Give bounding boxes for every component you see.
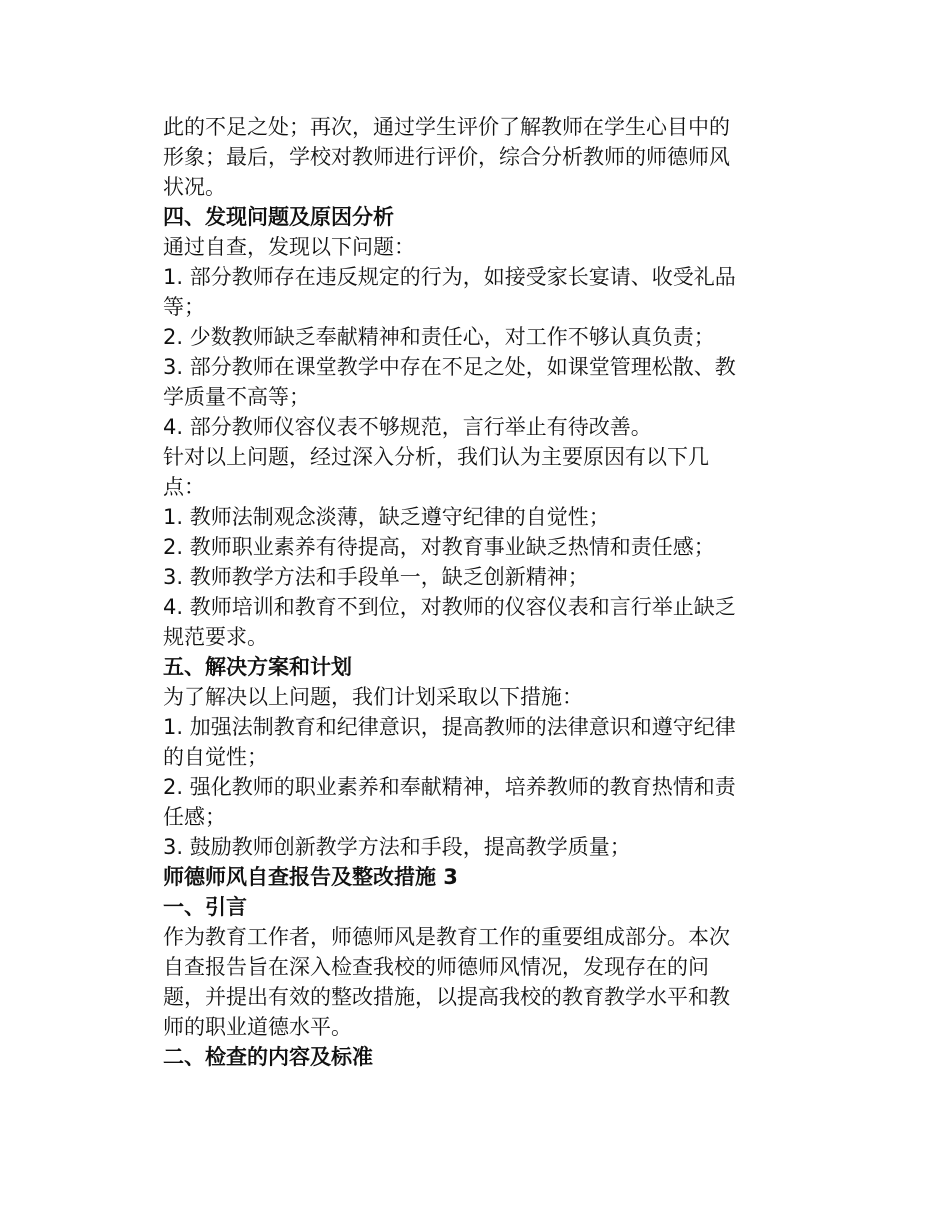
- list-item: 4. 部分教师仪容仪表不够规范，言行举止有待改善。: [163, 415, 652, 439]
- list-item: 3. 鼓励教师创新教学方法和手段，提高教学质量；: [163, 835, 631, 859]
- report-title-3: 师德师风自查报告及整改措施 3: [163, 865, 458, 889]
- body-line: 题，并提出有效的整改措施，以提高我校的教育教学水平和教: [163, 985, 730, 1009]
- list-item-continuation: 任感；: [163, 805, 226, 829]
- list-item-continuation: 等；: [163, 295, 205, 319]
- list-item: 2. 少数教师缺乏奉献精神和责任心，对工作不够认真负责；: [163, 325, 715, 349]
- list-item: 3. 部分教师在课堂教学中存在不足之处，如课堂管理松散、教: [163, 355, 736, 379]
- body-line: 形象；最后，学校对教师进行评价，综合分析教师的师德师风: [163, 145, 730, 169]
- section-heading-solutions: 五、解决方案和计划: [163, 655, 352, 679]
- list-item: 3. 教师教学方法和手段单一，缺乏创新精神；: [163, 565, 589, 589]
- body-line: 自查报告旨在深入检查我校的师德师风情况，发现存在的问: [163, 955, 709, 979]
- body-line: 师的职业道德水平。: [163, 1015, 352, 1039]
- list-item: 2. 强化教师的职业素养和奉献精神，培养教师的教育热情和责: [163, 775, 736, 799]
- body-line: 此的不足之处；再次，通过学生评价了解教师在学生心目中的: [163, 115, 730, 139]
- body-line: 通过自查，发现以下问题：: [163, 235, 415, 259]
- document-page: [163, 112, 773, 1072]
- list-item-continuation: 规范要求。: [163, 625, 268, 649]
- list-item-continuation: 学质量不高等；: [163, 385, 310, 409]
- body-line: 针对以上问题，经过深入分析，我们认为主要原因有以下几: [163, 445, 709, 469]
- list-item-continuation: 的自觉性；: [163, 745, 268, 769]
- body-line: 点：: [163, 475, 205, 499]
- list-item: 1. 加强法制教育和纪律意识，提高教师的法律意识和遵守纪律: [163, 715, 736, 739]
- list-item: 4. 教师培训和教育不到位，对教师的仪容仪表和言行举止缺乏: [163, 595, 736, 619]
- list-item: 2. 教师职业素养有待提高，对教育事业缺乏热情和责任感；: [163, 535, 715, 559]
- section-heading-inspection: 二、检查的内容及标准: [163, 1045, 373, 1069]
- list-item: 1. 教师法制观念淡薄，缺乏遵守纪律的自觉性；: [163, 505, 610, 529]
- list-item: 1. 部分教师存在违反规定的行为，如接受家长宴请、收受礼品: [163, 265, 736, 289]
- section-heading-introduction: 一、引言: [163, 895, 247, 919]
- body-line: 作为教育工作者，师德师风是教育工作的重要组成部分。本次: [163, 925, 730, 949]
- body-line: 状况。: [163, 175, 226, 199]
- section-heading-problems: 四、发现问题及原因分析: [163, 205, 394, 229]
- body-line: 为了解决以上问题，我们计划采取以下措施：: [163, 685, 583, 709]
